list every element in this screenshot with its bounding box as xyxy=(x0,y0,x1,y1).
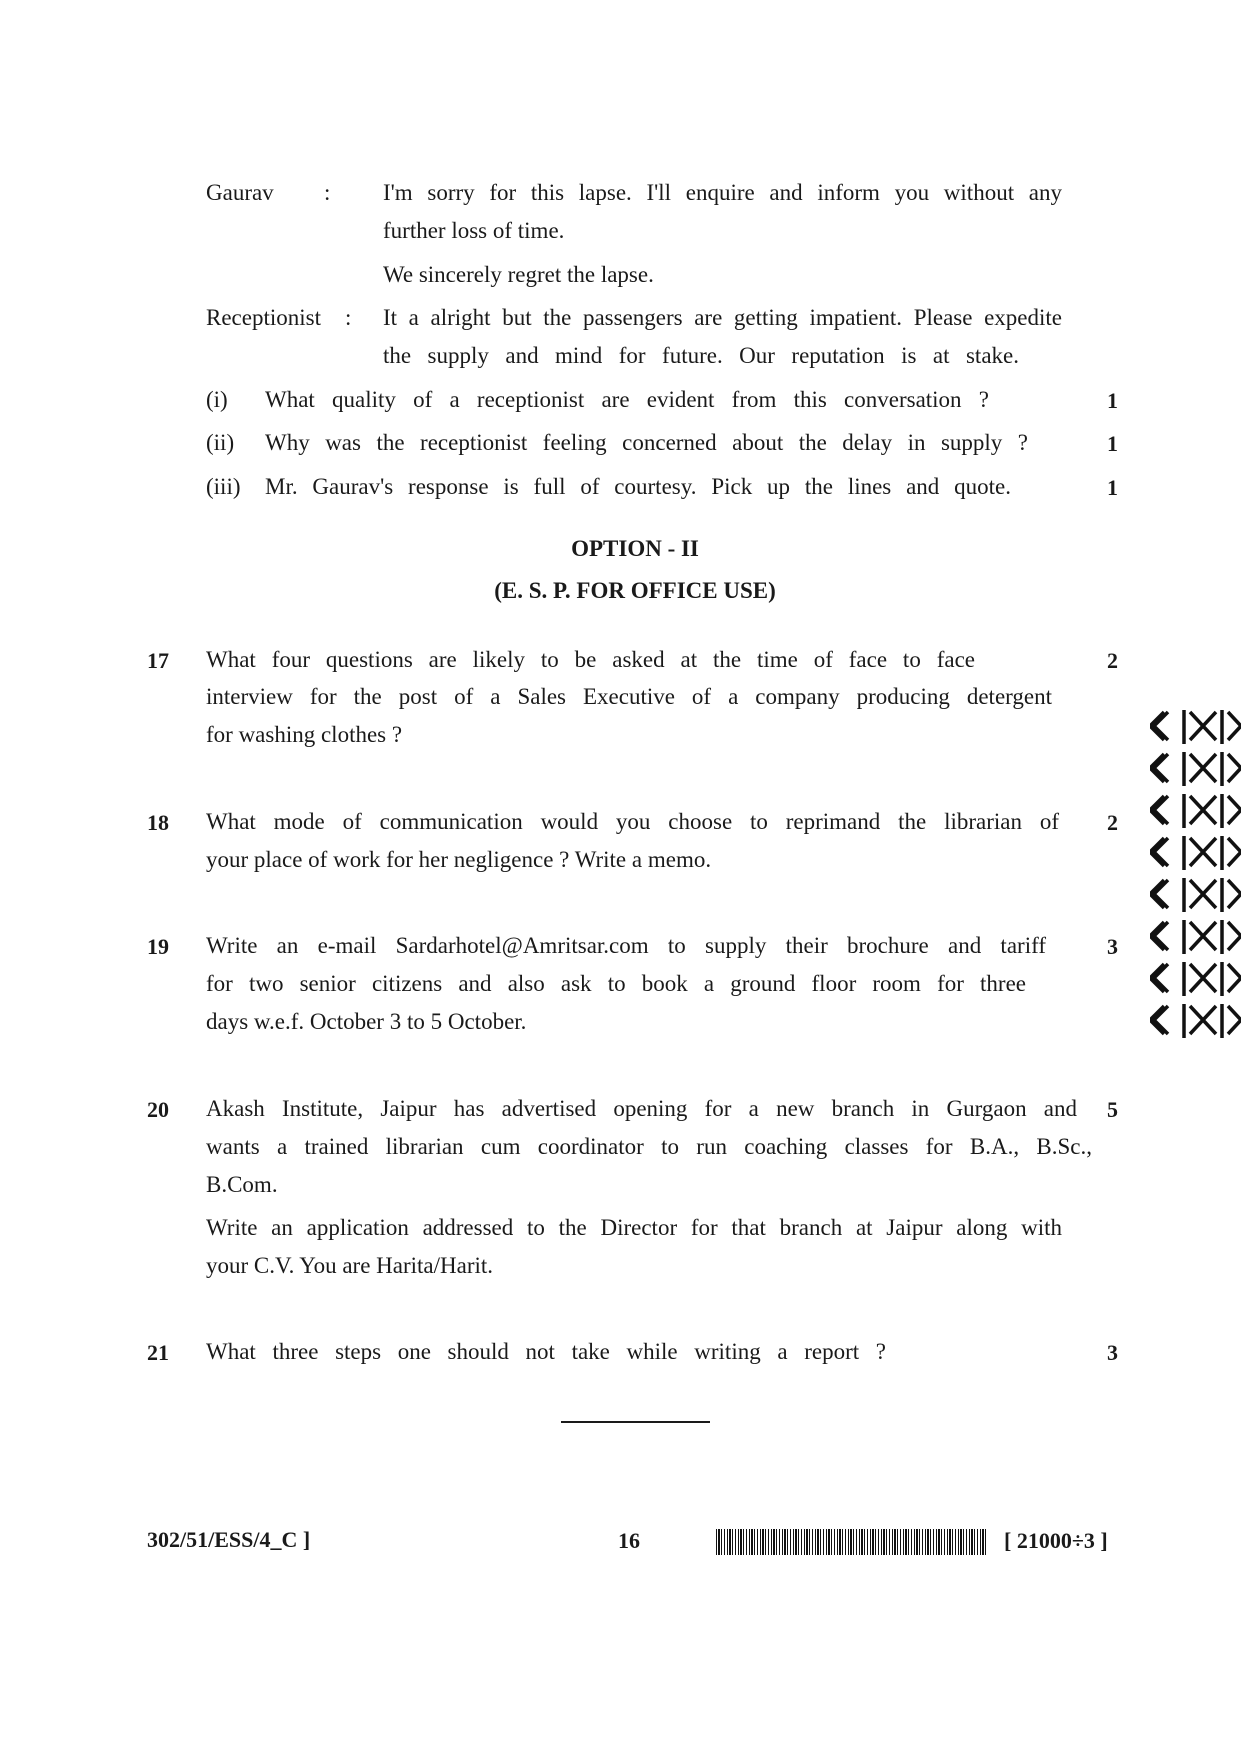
marks: 1 xyxy=(1107,388,1118,413)
dialogue-separator: : xyxy=(345,305,352,330)
dialogue-separator: : xyxy=(324,180,331,205)
question-line: your C.V. You are Harita/Harit. xyxy=(206,1253,494,1278)
question-line: for washing clothes ? xyxy=(206,722,403,747)
question-number: 18 xyxy=(147,810,169,835)
dialogue-speaker: Receptionist xyxy=(206,305,321,330)
section-subtitle: (E. S. P. FOR OFFICE USE) xyxy=(494,578,776,603)
sub-question-label: (ii) xyxy=(206,430,235,455)
end-rule xyxy=(561,1421,710,1423)
marks: 1 xyxy=(1107,475,1118,500)
question-number: 20 xyxy=(147,1097,169,1122)
page-number: 16 xyxy=(618,1528,640,1553)
question-number: 17 xyxy=(147,648,169,673)
dialogue-line: the supply and mind for future. Our reputation is at stake. xyxy=(383,343,1019,368)
decorative-pattern xyxy=(1150,708,1241,1043)
print-count: [ 21000÷3 ] xyxy=(1004,1528,1108,1553)
marks: 3 xyxy=(1107,1340,1118,1365)
barcode xyxy=(716,1529,986,1555)
marks: 2 xyxy=(1107,810,1118,835)
question-line: What four questions are likely to be asked at the time of face to face xyxy=(206,647,975,672)
dialogue-line: We sincerely regret the lapse. xyxy=(383,262,654,287)
dialogue-line: I'm sorry for this lapse. I'll enquire and inform you without any xyxy=(383,180,1062,205)
marks: 1 xyxy=(1107,431,1118,456)
question-line: Write an application addressed to the Director for that branch at Jaipur along with xyxy=(206,1215,1062,1240)
section-title: OPTION - II xyxy=(571,536,699,561)
dialogue-line: further loss of time. xyxy=(383,218,565,243)
dialogue-speaker: Gaurav xyxy=(206,180,274,205)
sub-question-label: (iii) xyxy=(206,474,241,499)
marks: 2 xyxy=(1107,648,1118,673)
question-line: your place of work for her negligence ? Write a memo. xyxy=(206,847,712,872)
sub-question-text: Why was the receptionist feeling concerned about the delay in supply ? xyxy=(265,430,1028,455)
question-line: for two senior citizens and also ask to book a ground floor room for three xyxy=(206,971,1026,996)
question-line: days w.e.f. October 3 to 5 October. xyxy=(206,1009,527,1034)
question-line: Akash Institute, Jaipur has advertised opening for a new branch in Gurgaon and xyxy=(206,1096,1077,1121)
marks: 3 xyxy=(1107,934,1118,959)
question-line: What mode of communication would you choose to reprimand the librarian of xyxy=(206,809,1059,834)
question-line: B.Com. xyxy=(206,1172,278,1197)
dialogue-line: It a alright but the passengers are getting impatient. Please expedite xyxy=(383,305,1062,330)
sub-question-text: Mr. Gaurav's response is full of courtesy. Pick up the lines and quote. xyxy=(265,474,1011,499)
question-line: Write an e-mail Sardarhotel@Amritsar.com to supply their brochure and tariff xyxy=(206,933,1046,958)
question-line: What three steps one should not take while writing a report ? xyxy=(206,1339,886,1364)
sub-question-text: What quality of a receptionist are evident from this conversation ? xyxy=(265,387,989,412)
paper-code: 302/51/ESS/4_C ] xyxy=(147,1527,311,1552)
question-number: 21 xyxy=(147,1340,169,1365)
marks: 5 xyxy=(1107,1097,1118,1122)
sub-question-label: (i) xyxy=(206,387,228,412)
question-line: interview for the post of a Sales Executive of a company producing detergent xyxy=(206,684,1052,709)
question-line: wants a trained librarian cum coordinator to run coaching classes for B.A., B.Sc., xyxy=(206,1134,1092,1159)
question-number: 19 xyxy=(147,934,169,959)
